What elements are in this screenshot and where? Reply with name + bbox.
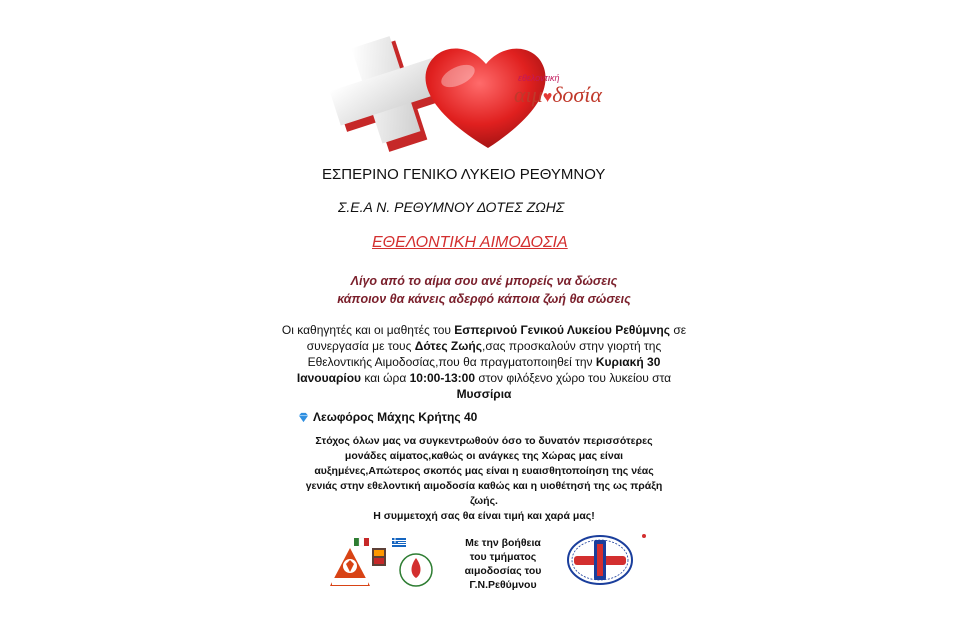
blood-drop-logo [400,554,432,586]
diamond-icon [298,412,309,423]
school-title: ΕΣΠΕΡΙΝΟ ΓΕΝΙΚΟ ΛΥΚΕΙΟ ΡΕΘΥΜΝΟΥ [322,166,606,183]
heart-icon: ♥ [542,89,553,106]
poem-line-2: κάποιον θα κάνεις αδερφό κάποια ζωή θα σώσεις [337,292,631,306]
poem [300,272,668,308]
help-line-1: Με την βοήθεια [465,537,541,549]
help-line-4: Γ.Ν.Ρεθύμνου [469,579,537,591]
logo-wordmark [514,82,602,108]
red-triangle-logo [330,548,370,586]
inv-date: Κυριακή 30 Ιανουαρίου [296,355,661,385]
invitation-text [274,322,694,402]
inv-partner-name: Δότες Ζωής [414,339,482,353]
inv-location: Μυσσίρια [456,387,512,401]
help-line-3: αιμοδοσίας του [464,565,542,577]
logo-text-start: αιμ [514,82,543,107]
inv-time: 10:00-13:00 [409,371,476,385]
partner-logos [326,534,436,590]
event-title: ΕΘΕΛΟΝΤΙΚΗ ΑΙΜΟΔΟΣΙΑ [372,234,568,251]
inv-part-2: σε συνεργασία με τους [306,323,687,353]
italy-flag-icon [354,538,369,546]
goal-paragraph: Στόχος όλων μας να συγκεντρωθούν όσο το δυνατόν περισσότερες μονάδες αίματος,καθώς οι ανάγκες της Χώρας μας είναι αυξημένες,Απώτερος σκοπός μας είναι η ευαισθητοποίηση της νέας γενιάς στην εθελοντική αιμοδοσία καθώς και η υιοθέτησή της ως πράξη ζωής. [305,435,663,507]
help-text [450,536,556,592]
greece-flag-icon [392,538,406,547]
inv-part-1: Οι καθηγητές και οι μαθητές του [281,323,455,337]
inv-school-name: Εσπερινού Γενικού Λυκείου Ρεθύμνης [454,323,670,337]
help-line-2: του τμήματος [469,551,537,563]
poem-line-1: Λίγο από το αίμα σου ανέ μπορείς να δώσεις [350,274,618,288]
goal-closing: Η συμμετοχή σας θα είναι τιμή και χαρά μας! [373,510,595,522]
school-emblem-icon [372,548,386,566]
inv-part-4: και ώρα [361,371,410,385]
goal-text [298,434,670,524]
address-line [298,410,477,424]
association-title: Σ.Ε.Α Ν. ΡΕΘΥΜΝΟΥ ΔΟΤΕΣ ΖΩΗΣ [338,199,565,215]
inv-part-5: στον φιλόξενο χώρο του λυκείου στα [475,371,672,385]
logo-subtitle: εθελοντική [518,73,560,83]
address-text: Λεωφόρος Μάχης Κρήτης 40 [313,410,478,424]
logo-text-end: δοσία [552,82,602,107]
inv-part-3: ,σας προσκαλούν στην γιορτή της Εθελοντικής Αιμοδοσίας,που θα πραγματοποιηθεί την [307,339,662,369]
hospital-logo [560,530,650,586]
